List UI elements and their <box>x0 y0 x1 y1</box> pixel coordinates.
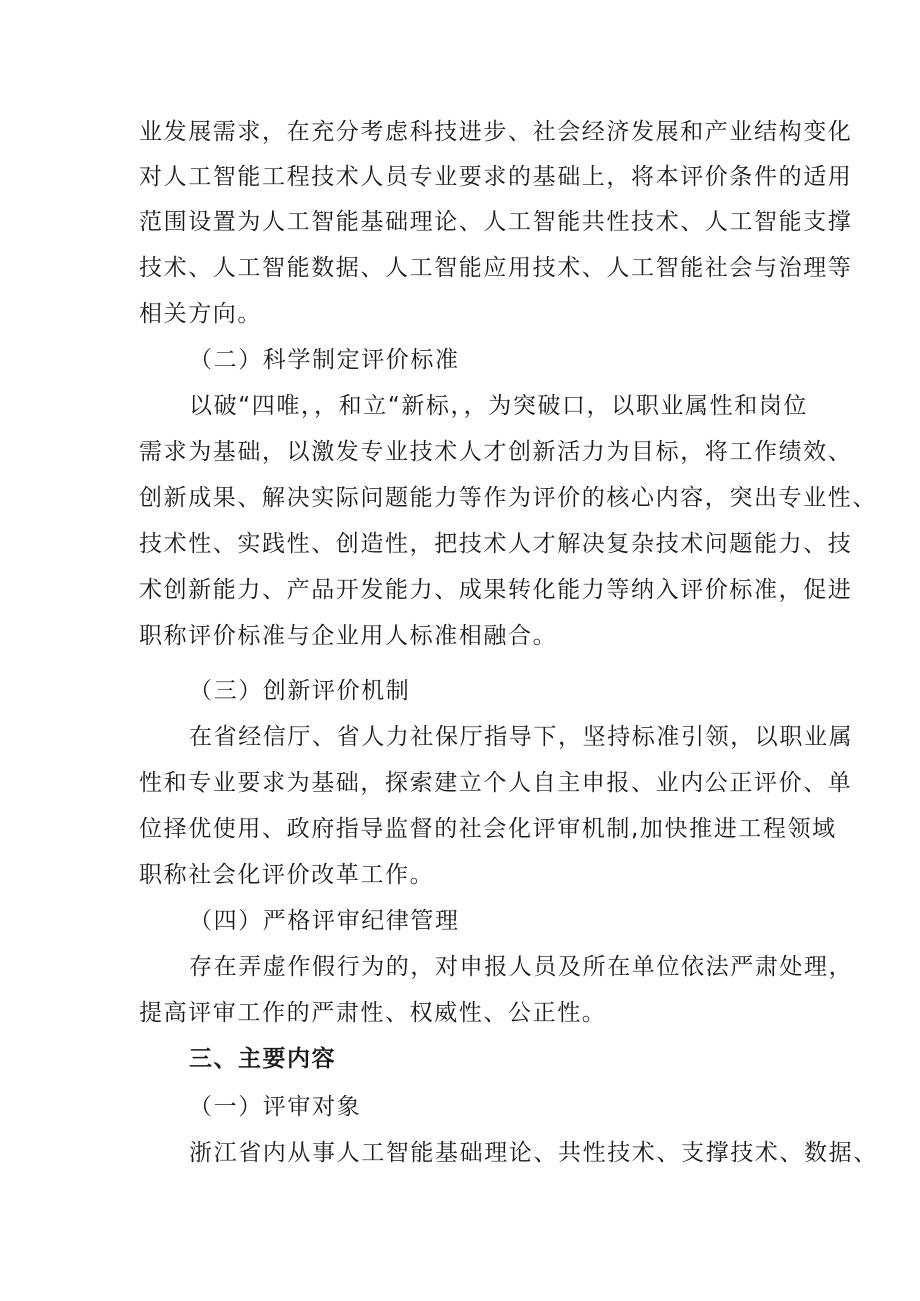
paragraph-line: 创新成果、解决实际问题能力等作为评价的核心内容，突出专业性、 <box>139 485 877 511</box>
paragraph-line: 在省经信厅、省人力社保厅指导下，坚持标准引领，以职业属 <box>189 724 854 750</box>
paragraph-line: 业发展需求，在充分考虑科技进步、社会经济发展和产业结构变化 <box>139 119 853 145</box>
paragraph-line: 位择优使用、政府指导监督的社会化评审机制,加快推进工程领域 <box>139 816 837 842</box>
paragraph-line: 术创新能力、产品开发能力、成果转化能力等纳入评价标准，促进 <box>139 577 853 603</box>
paragraph-line: 范围设置为人工智能基础理论、人工智能共性技术、人工智能支撑 <box>139 209 853 235</box>
paragraph-line: 需求为基础，以激发专业技术人才创新活力为目标，将工作绩效、 <box>139 439 853 465</box>
paragraph-line: 存在弄虚作假行为的，对申报人员及所在单位依法严肃处理， <box>189 954 854 980</box>
paragraph-line: 职称评价标准与企业用人标准相融合。 <box>139 623 558 649</box>
paragraph-line: 技术性、实践性、创造性，把技术人才解决复杂技术问题能力、技 <box>139 531 853 557</box>
paragraph-line: 相关方向。 <box>139 301 262 327</box>
paragraph-line: 浙江省内从事人工智能基础理论、共性技术、支撑技术、数据、 <box>189 1140 878 1166</box>
section-heading: （一）评审对象 <box>189 1094 362 1120</box>
paragraph-line: 提高评审工作的严肃性、权威性、公正性。 <box>139 1000 607 1026</box>
paragraph-line: 技术、人工智能数据、人工智能应用技术、人工智能社会与治理等 <box>139 255 853 281</box>
section-heading: （三）创新评价机制 <box>189 678 411 704</box>
paragraph-line: 性和专业要求为基础，探索建立个人自主申报、业内公正评价、单 <box>139 770 853 796</box>
paragraph-line: 以破“四唯，，和立“新标，，为突破口，以职业属性和岗位 <box>189 393 809 419</box>
paragraph-line: 职称社会化评价改革工作。 <box>139 862 435 888</box>
chapter-heading: 三、主要内容 <box>189 1046 336 1072</box>
section-heading: （四）严格评审纪律管理 <box>189 908 460 934</box>
paragraph-line: 对人工智能工程技术人员专业要求的基础上，将本评价条件的适用 <box>139 164 853 190</box>
section-heading: （二）科学制定评价标准 <box>189 347 460 373</box>
